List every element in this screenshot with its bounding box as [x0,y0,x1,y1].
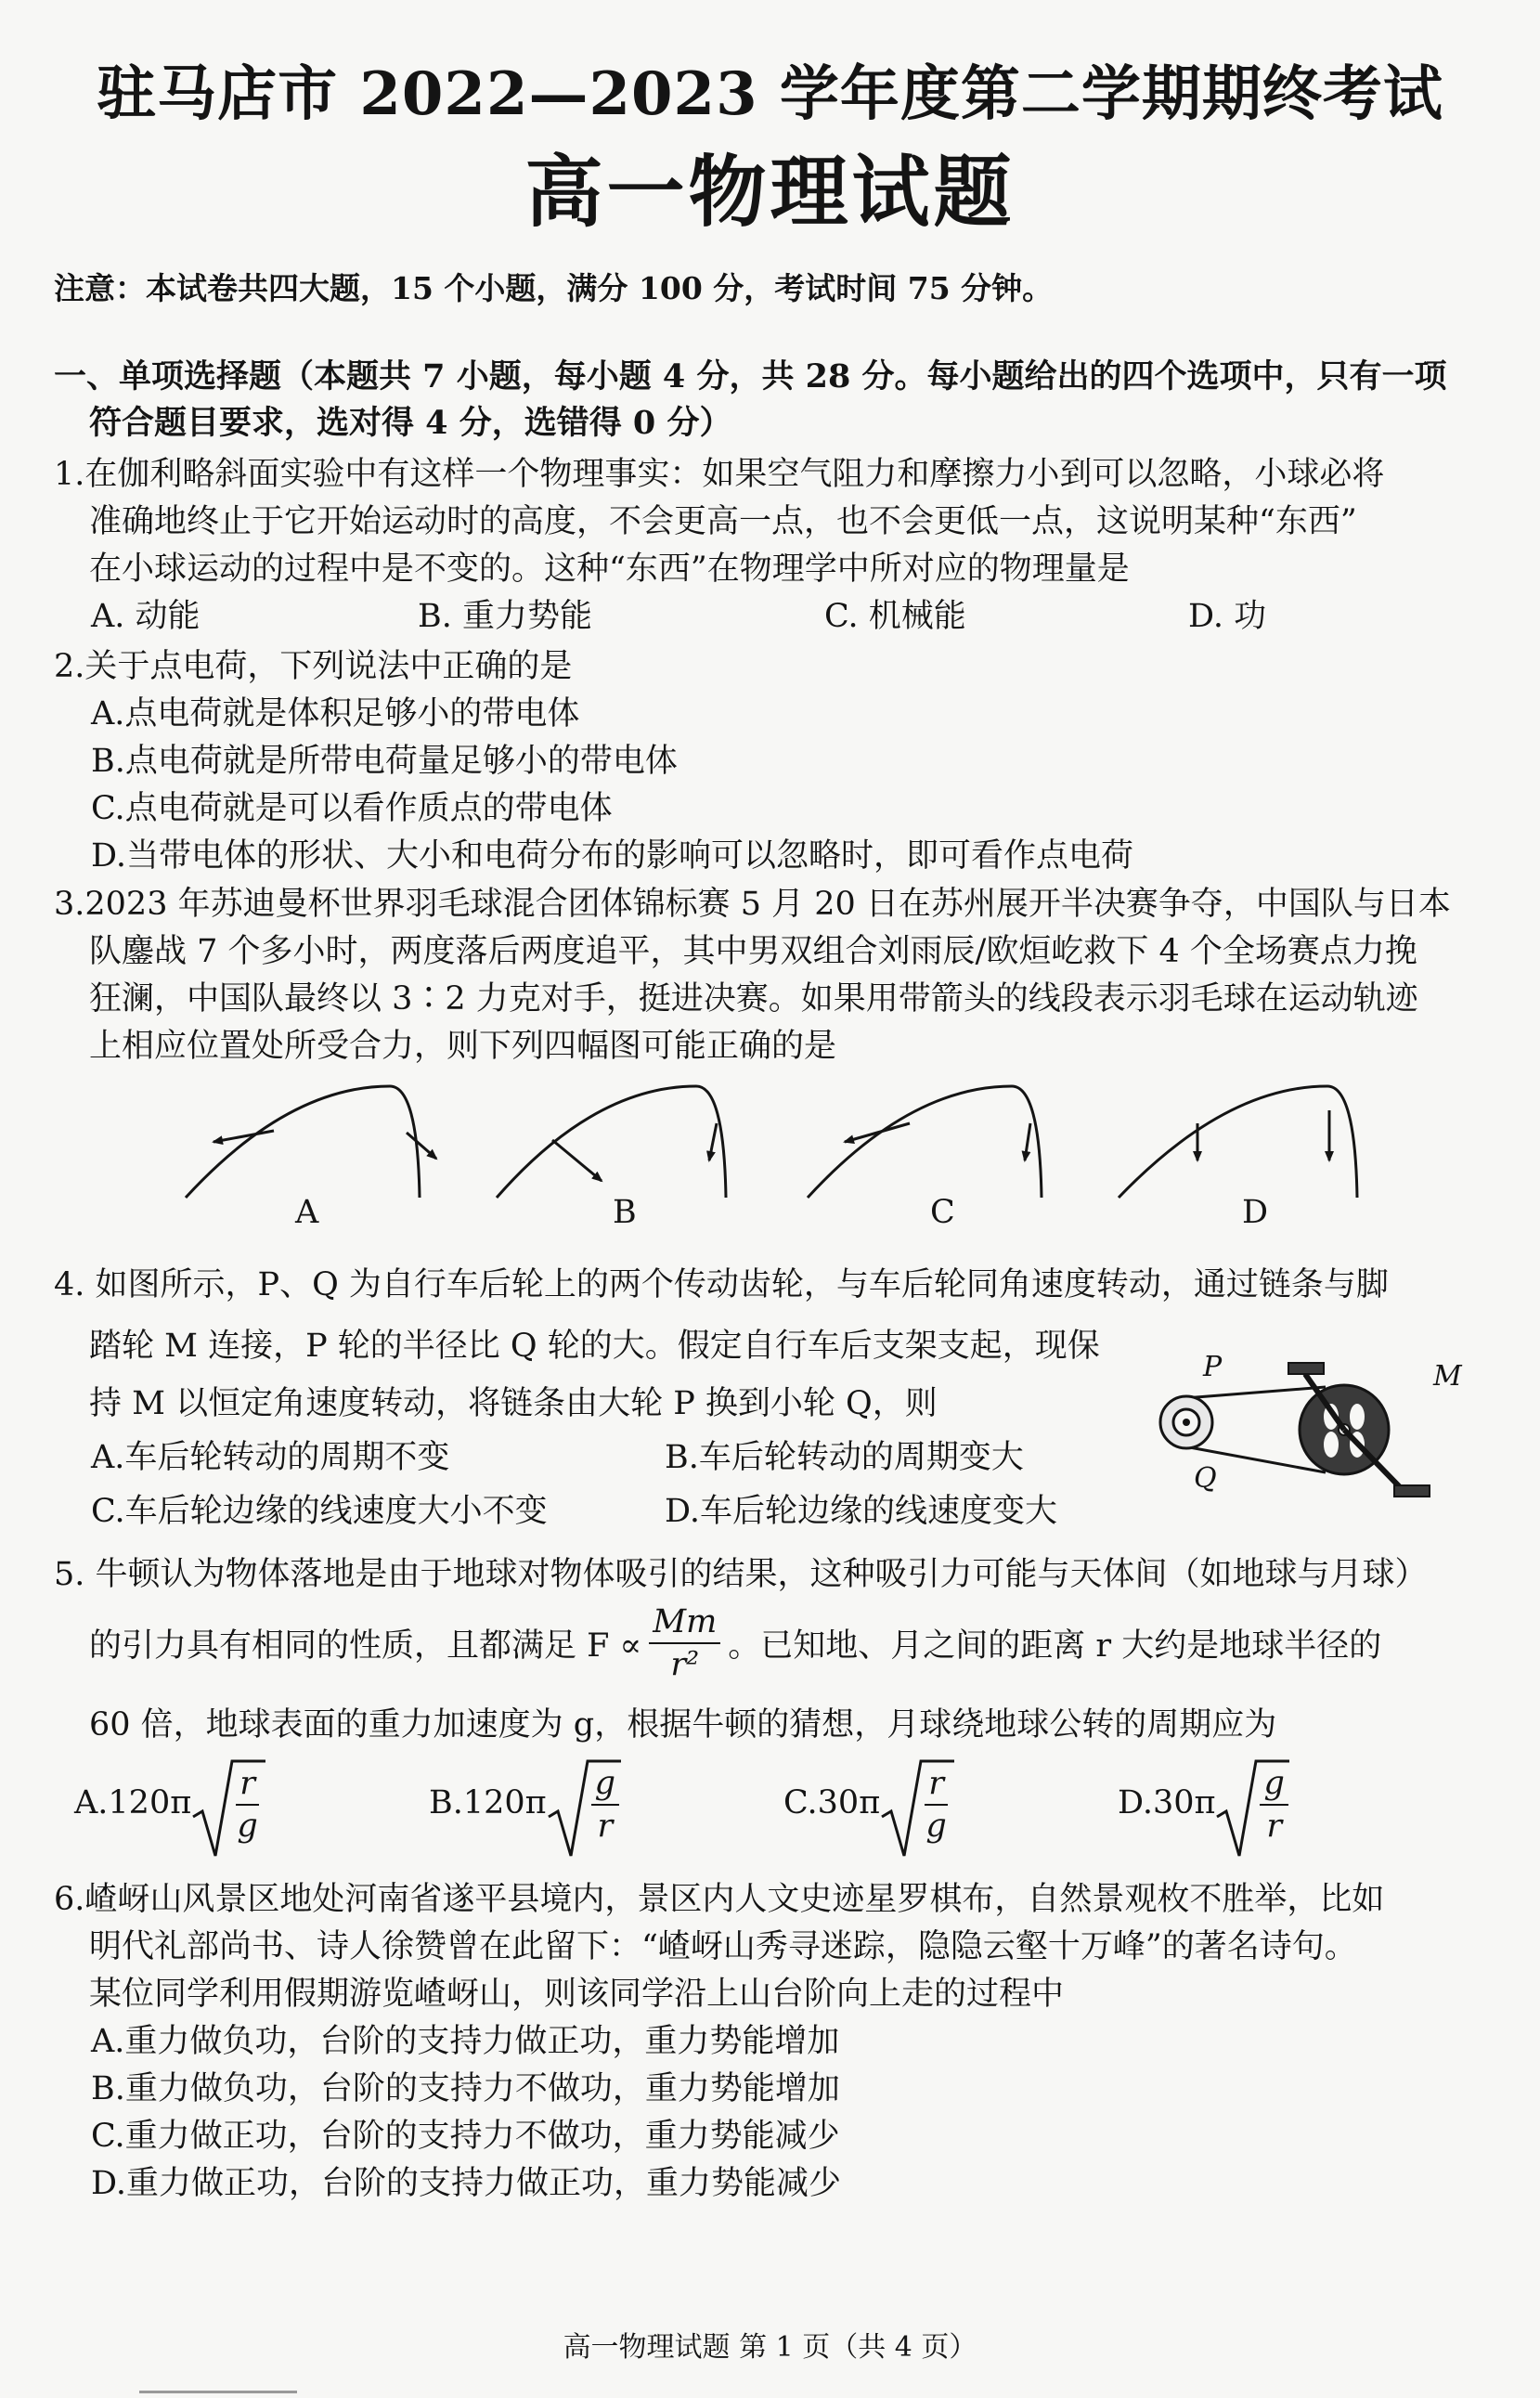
q4-option-d: D.车后轮边缘的线速度变大 [665,1493,1057,1530]
q6-stem-line1: 6.嵖岈山风景区地处河南省遂平县境内，景区内人文史迹星罗棋布，自然景观枚不胜举，比如 [54,1881,1385,1918]
q1-option-d: D. 功 [1188,598,1267,635]
q5-option-c-radical: $\frac{r}{g}$ [880,1759,948,1847]
label-p: P [1203,1355,1223,1383]
q6-stem-line3: 某位同学利用假期游览嵖岈山，则该同学沿上山台阶向上走的过程中 [89,1976,1065,2013]
q1-option-c: C. 机械能 [824,598,966,635]
q2-option-d: D.当带电体的形状、大小和电荷分布的影响可以忽略时，即可看作点电荷 [91,837,1133,875]
q5-option-a-radical: $\frac{r}{g}$ [191,1759,259,1847]
q3-figure-label-d: D [1242,1194,1269,1231]
q4-stem-line1: 4. 如图所示，P、Q 为自行车后轮上的两个传动齿轮，与车后轮同角速度转动，通过链条与脚 [54,1266,1389,1303]
q5-frac-den: r² [670,1646,700,1683]
scan-mark [139,2391,297,2393]
q4-stem-line3: 持 M 以恒定角速度转动，将链条由大轮 P 换到小轮 Q，则 [89,1385,938,1422]
q6-option-a: A.重力做负功，台阶的支持力做正功，重力势能增加 [91,2023,840,2060]
q5-option-d-radical: $\frac{g}{r}$ [1215,1759,1288,1847]
q4-option-a: A.车后轮转动的周期不变 [91,1439,450,1476]
q5-line2-pre: 的引力具有相同的性质，且都满足 F ∝ [89,1627,642,1665]
q1-stem-line1: 1.在伽利略斜面实验中有这样一个物理事实：如果空气阻力和摩擦力小到可以忽略，小球必将 [54,456,1385,493]
q2-stem: 2.关于点电荷，下列说法中正确的是 [54,648,573,685]
q5-line2-post: 。已知地、月之间的距离 r 大约是地球半径的 [728,1627,1382,1665]
q5-fraction [649,1601,720,1685]
q1-option-a: A. 动能 [91,598,201,635]
q1-option-b: B. 重力势能 [418,598,592,635]
q5-option-d-label: D.30π [1118,1784,1216,1821]
q6-option-d: D.重力做正功，台阶的支持力做正功，重力势能减少 [91,2165,841,2202]
q3-stem-line1: 3.2023 年苏迪曼杯世界羽毛球混合团体锦标赛 5 月 20 日在苏州展开半决赛争夺，中国队与日本 [54,886,1451,923]
q1-stem-line3: 在小球运动的过程中是不变的。这种“东西”在物理学中所对应的物理量是 [89,551,1130,588]
q6-option-c: C.重力做正功，台阶的支持力不做功，重力势能减少 [91,2118,840,2155]
q3-stem-line3: 狂澜，中国队最终以 3∶2 力克对手，挺进决赛。如果用带箭头的线段表示羽毛球在运动轨迹 [89,980,1418,1018]
label-q: Q [1194,1462,1217,1495]
q4-option-c: C.车后轮边缘的线速度大小不变 [91,1493,548,1530]
label-m: M [1433,1360,1462,1393]
q3-trajectory-figures [167,1068,1392,1235]
q4-stem-line2: 踏轮 M 连接，P 轮的半径比 Q 轮的大。假定自行车后支架支起，现保 [89,1328,1100,1365]
q2-option-b: B.点电荷就是所带电荷量足够小的带电体 [91,743,678,780]
section-heading-line2: 符合题目要求，选对得 4 分，选错得 0 分） [89,404,732,442]
q5-stem-line1: 5. 牛顿认为物体落地是由于地球对物体吸引的结果，这种吸引力可能与天体间（如地球与月球） [54,1556,1428,1593]
trajectory-figure-c [808,1086,1042,1198]
q5-option-b-radical: $\frac{g}{r}$ [547,1759,619,1847]
q2-option-c: C.点电荷就是可以看作质点的带电体 [91,790,613,827]
q5-option-a-label: A.120π [74,1784,192,1821]
q3-stem-line4: 上相应位置处所受合力，则下列四幅图可能正确的是 [89,1028,837,1065]
exam-title: 驻马店市 2022—2023 学年度第二学期期终考试 [97,59,1443,129]
q5-option-b-label: B.120π [429,1784,547,1821]
q1-stem-line2: 准确地终止于它开始运动时的高度，不会更高一点，也不会更低一点，这说明某种“东西” [89,503,1357,540]
q2-option-a: A.点电荷就是体积足够小的带电体 [91,695,580,732]
trajectory-figure-d [1119,1086,1357,1198]
section-heading-line1: 一、单项选择题（本题共 7 小题，每小题 4 分，共 28 分。每小题给出的四个选项中，只有一项 [54,357,1447,395]
q5-option-a [74,1759,259,1847]
exam-notice: 注意：本试卷共四大题，15 个小题，满分 100 分，考试时间 75 分钟。 [54,270,1054,306]
q3-figure-label-c: C [930,1194,955,1231]
q5-option-d [1118,1759,1288,1847]
q4-option-b: B.车后轮转动的周期变大 [665,1439,1024,1476]
q6-option-b: B.重力做负功，台阶的支持力不做功，重力势能增加 [91,2070,840,2107]
q5-option-c-label: C.30π [783,1784,881,1821]
q5-stem-line2 [89,1601,1381,1685]
q5-frac-num: Mm [649,1601,720,1644]
q5-option-b [429,1759,619,1847]
q5-option-c [783,1759,948,1847]
q6-stem-line2: 明代礼部尚书、诗人徐赞曾在此留下：“嵖岈山秀寻迷踪，隐隐云壑十万峰”的著名诗句。 [89,1928,1357,1965]
trajectory-figure-b [497,1086,726,1198]
trajectory-figure-a [186,1086,436,1198]
q3-figure-label-a: A [295,1194,319,1231]
q3-stem-line2: 队鏖战 7 个多小时，两度落后两度追平，其中男双组合刘雨辰/欧烜屹救下 4 个全场赛点力挽 [89,933,1417,970]
page-footer: 高一物理试题 第 1 页（共 4 页） [563,2331,977,2364]
q5-stem-line3: 60 倍，地球表面的重力加速度为 g，根据牛顿的猜想，月球绕地球公转的周期应为 [89,1706,1277,1743]
exam-subtitle: 高一物理试题 [524,146,1016,238]
q4-gear-diagram [1149,1355,1483,1504]
q3-figure-label-b: B [613,1194,637,1231]
